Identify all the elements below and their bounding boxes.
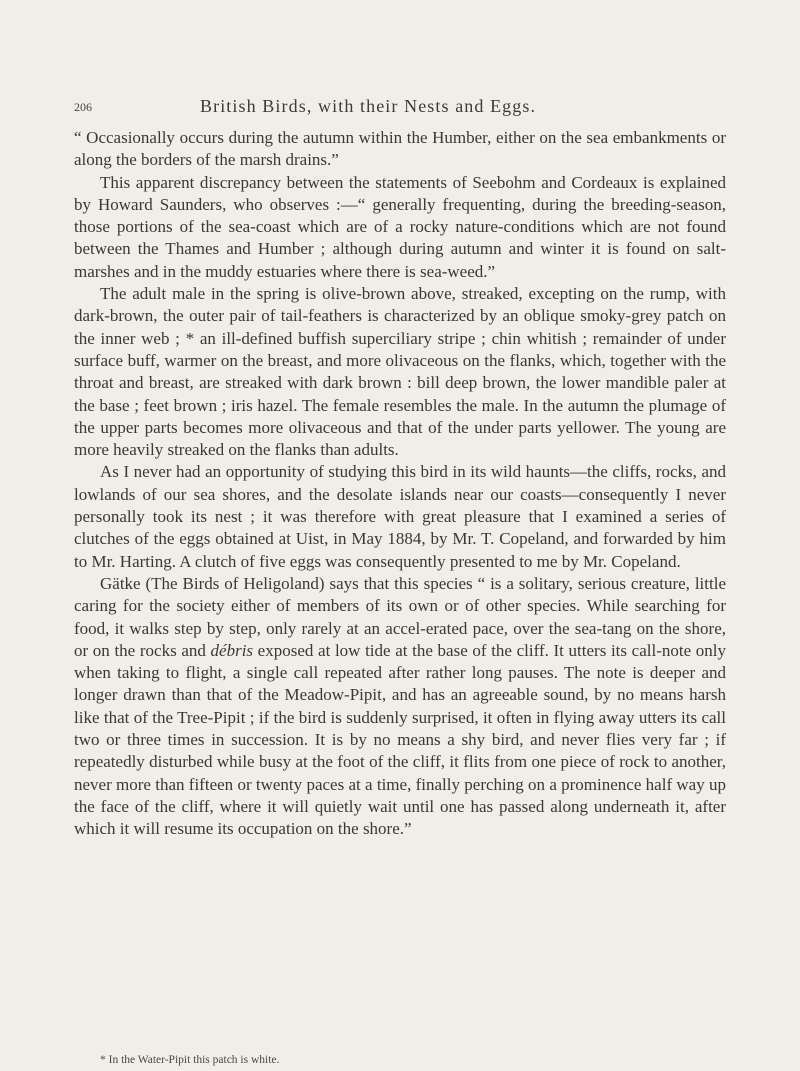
running-head: British Birds, with their Nests and Eggs. [200, 96, 537, 116]
debris-term: débris [210, 640, 254, 660]
paragraph-gatke-quote [74, 573, 726, 841]
page-number: 206 [74, 100, 92, 114]
gatke-text-before: Gätke (The Birds of Heligoland) says that this species “ is a solitary, serious creature, little caring for the society either of members of its own or of other species. While searching for food, it walks step by step, only rarely at an accel-erated pace, over the sea-tang on the shore, or on the rocks and [74, 573, 726, 660]
body-text [74, 127, 726, 841]
paragraph-humber-quote: “ Occasionally occurs during the autumn within the Humber, either on the sea embankments or along the borders of the marsh drains.” [74, 128, 726, 170]
footnote: * In the Water-Pipit this patch is white. [100, 1054, 280, 1066]
paragraph-discrepancy: This apparent discrepancy between the statements of Seebohm and Cordeaux is explained by Howard Saunders, who observes :—“ generally frequenting, during the breeding-season, those portions of the sea-coast which are of a rocky nature-conditions which are not found between the Thames and Humber ; although during autumn and winter it is found on salt-marshes and in the muddy estuaries where there is sea-weed.” [74, 172, 726, 281]
paragraph-eggs-uist: As I never had an opportunity of studying this bird in its wild haunts—the cliffs, rocks, and lowlands of our sea shores, and the desolate islands near our coasts—consequently I never personally took its nest ; it was therefore with great pleasure that I examined a series of clutches of the eggs obtained at Uist, in May 1884, by Mr. T. Copeland, and forwarded by him to Mr. Harting. A clutch of five eggs was consequently presented to me by Mr. Copeland. [74, 462, 726, 571]
paragraph-adult-plumage: The adult male in the spring is olive-brown above, streaked, excepting on the rump, with dark-brown, the outer pair of tail-feathers is characterized by an oblique smoky-grey patch on the inner web ; * an ill-defined buffish superciliary stripe ; chin whitish ; remainder of under surface buff, warmer on the breast, and more olivaceous on the flanks, which, together with the throat and breast, are streaked with dark brown : bill deep brown, the lower mandible paler at the base ; feet brown ; iris hazel. The female resembles the male. In the autumn the plumage of the upper parts becomes more olivaceous and that of the under parts yellower. The young are more heavily streaked on the flanks than adults. [74, 284, 726, 460]
page-header [74, 96, 726, 120]
gatke-text-after: exposed at low tide at the base of the cliff. It utters its call-note only when taking to flight, a single call repeated after rather long pauses. The note is deeper and longer drawn than that of the Meadow-Pipit, and has an agreeable sound, by no means harsh like that of the Tree-Pipit ; if the bird is suddenly surprised, it often in flying away utters its call two or three times in succession. It is by no means a shy bird, and never flies very far ; if repeatedly disturbed while busy at the foot of the cliff, it flits from one piece of rock to another, never more than fifteen or twenty paces at a time, finally perching on a prominence half way up the face of the cliff, where it will quietly wait until one has passed along underneath it, after which it will resume its occupation on the shore.” [74, 640, 726, 839]
